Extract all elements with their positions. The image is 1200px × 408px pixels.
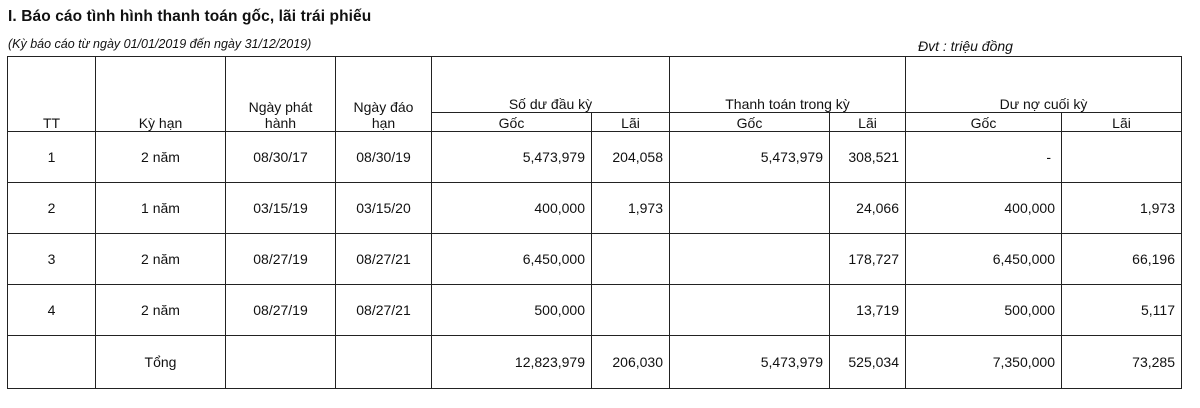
table-row [8, 234, 1182, 285]
cell-dau-ky-goc: 5,473,979 [432, 132, 592, 183]
cell-tt: 2 [8, 183, 96, 234]
cell-ngay-dao-han: 08/27/21 [336, 234, 432, 285]
cell-cuoi-ky-goc: 6,450,000 [906, 234, 1062, 285]
table-row [8, 285, 1182, 336]
total-dau-ky-lai: 206,030 [592, 336, 670, 389]
cell-cuoi-ky-goc: 500,000 [906, 285, 1062, 336]
header-dau-ky-lai: Lãi [592, 113, 670, 132]
cell-trong-ky-goc [670, 234, 830, 285]
header-trong-ky-lai: Lãi [830, 113, 906, 132]
header-row-top [8, 57, 1182, 113]
cell-dau-ky-goc: 400,000 [432, 183, 592, 234]
cell-tt: 3 [8, 234, 96, 285]
cell-dau-ky-lai: 204,058 [592, 132, 670, 183]
header-ngay-dao-han: Ngày đáo hạn [336, 57, 432, 132]
table-row [8, 132, 1182, 183]
header-du-no-cuoi-ky: Dư nợ cuối kỳ [906, 57, 1182, 113]
cell-dau-ky-goc: 6,450,000 [432, 234, 592, 285]
cell-cuoi-ky-lai: 5,117 [1062, 285, 1182, 336]
cell-ky-han: 2 năm [96, 285, 226, 336]
total-cuoi-ky-lai: 73,285 [1062, 336, 1182, 389]
total-dau-ky-goc: 12,823,979 [432, 336, 592, 389]
cell-ngay-phat-hanh [226, 336, 336, 389]
cell-cuoi-ky-lai: 1,973 [1062, 183, 1182, 234]
total-row [8, 336, 1182, 389]
cell-trong-ky-lai: 13,719 [830, 285, 906, 336]
cell-trong-ky-lai: 308,521 [830, 132, 906, 183]
cell-tt: 1 [8, 132, 96, 183]
total-trong-ky-lai: 525,034 [830, 336, 906, 389]
cell-ngay-phat-hanh: 08/27/19 [226, 285, 336, 336]
unit-label: Đvt : triệu đồng [918, 38, 1013, 54]
cell-tt: 4 [8, 285, 96, 336]
header-so-du-dau-ky: Số dư đầu kỳ [432, 57, 670, 113]
cell-cuoi-ky-lai: 66,196 [1062, 234, 1182, 285]
total-label: Tổng [96, 336, 226, 389]
cell-dau-ky-lai [592, 234, 670, 285]
header-trong-ky-goc: Gốc [670, 113, 830, 132]
header-tt: TT [8, 57, 96, 132]
cell-tt [8, 336, 96, 389]
cell-trong-ky-goc [670, 183, 830, 234]
report-title: I. Báo cáo tình hình thanh toán gốc, lãi trái phiếu [8, 8, 372, 25]
total-cuoi-ky-goc: 7,350,000 [906, 336, 1062, 389]
cell-cuoi-ky-lai [1062, 132, 1182, 183]
total-trong-ky-goc: 5,473,979 [670, 336, 830, 389]
cell-ngay-dao-han [336, 336, 432, 389]
table-row [8, 183, 1182, 234]
cell-trong-ky-goc [670, 285, 830, 336]
header-dau-ky-goc: Gốc [432, 113, 592, 132]
cell-ngay-dao-han: 08/27/21 [336, 285, 432, 336]
cell-cuoi-ky-goc: - [906, 132, 1062, 183]
report-period: (Kỳ báo cáo từ ngày 01/01/2019 đến ngày 31/12/2019) [8, 37, 312, 51]
cell-ngay-dao-han: 03/15/20 [336, 183, 432, 234]
cell-trong-ky-lai: 24,066 [830, 183, 906, 234]
header-ngay-phat-hanh: Ngày phát hành [226, 57, 336, 132]
cell-dau-ky-lai: 1,973 [592, 183, 670, 234]
cell-ngay-phat-hanh: 08/30/17 [226, 132, 336, 183]
cell-ky-han: 1 năm [96, 183, 226, 234]
cell-dau-ky-lai [592, 285, 670, 336]
header-cuoi-ky-goc: Gốc [906, 113, 1062, 132]
cell-ky-han: 2 năm [96, 234, 226, 285]
header-cuoi-ky-lai: Lãi [1062, 113, 1182, 132]
header-thanh-toan-trong-ky: Thanh toán trong kỳ [670, 57, 906, 113]
cell-cuoi-ky-goc: 400,000 [906, 183, 1062, 234]
bond-payment-table [7, 56, 1182, 389]
cell-trong-ky-goc: 5,473,979 [670, 132, 830, 183]
cell-ngay-phat-hanh: 08/27/19 [226, 234, 336, 285]
cell-ngay-phat-hanh: 03/15/19 [226, 183, 336, 234]
cell-dau-ky-goc: 500,000 [432, 285, 592, 336]
cell-ngay-dao-han: 08/30/19 [336, 132, 432, 183]
cell-trong-ky-lai: 178,727 [830, 234, 906, 285]
cell-ky-han: 2 năm [96, 132, 226, 183]
header-ky-han: Kỳ hạn [96, 57, 226, 132]
